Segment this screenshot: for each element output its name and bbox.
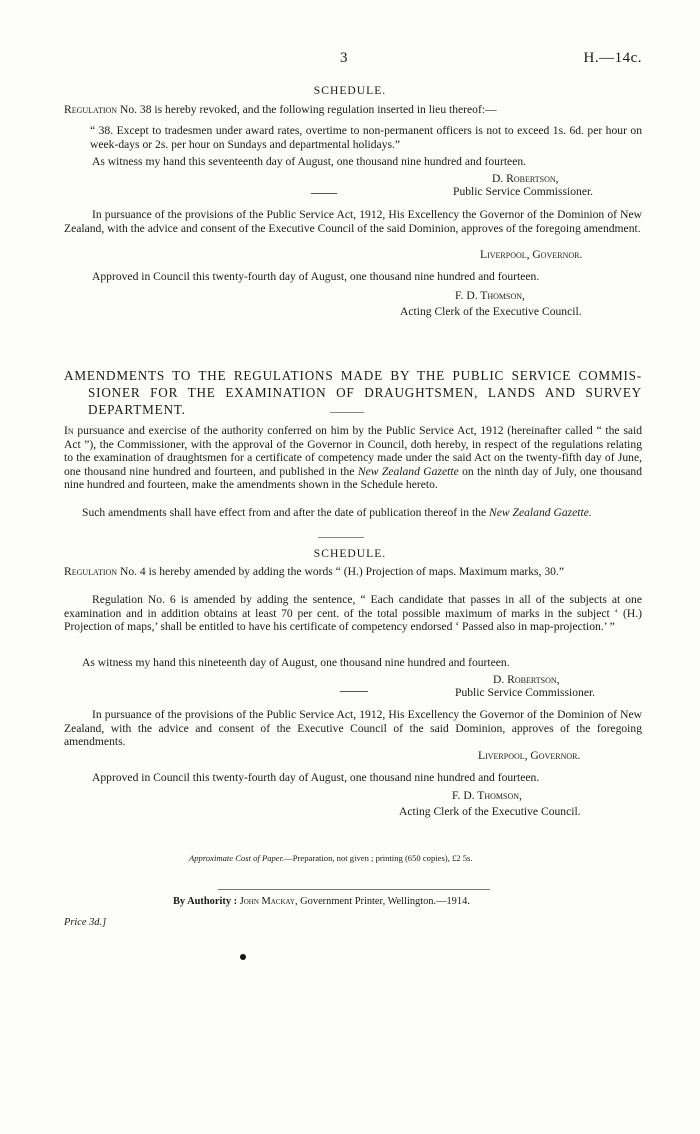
schedule-title-2: SCHEDULE. [313,547,387,560]
page-number: 3 [340,50,348,66]
printer-name: John Mackay [239,896,295,907]
signer-name-1: D. Robertson, [492,172,559,185]
intro-text-a: pursuance and exercise of the authority conferred on him by the Public Service Act, 1912 (hereinafter called “ the said Act ”), the Commissioner, with the approval of the Governor in Council, doth hereby, in respect of the regulations relating to the examination of draughtsmen for a certificate of competency made under the said Act on the twenty-fifth day of June, one thousand nine hundred and fourteen, and published in the [64,424,642,478]
footer-rule [218,889,490,890]
printer-authority [173,895,470,909]
cost-of-paper-note [189,852,473,866]
reg4-lead-word: Regulation [64,565,118,578]
cost-text: —Preparation, not given ; printing (650 copies), £2 5s. [284,853,473,863]
clerk-title-1: Acting Clerk of the Executive Council. [400,305,582,318]
effect-text: Such amendments shall have effect from and after the date of publication thereof in the [82,506,490,519]
effect-gazette: New Zealand Gazette. [489,506,592,519]
council-approval-paragraph-2: In pursuance of the provisions of the Public Service Act, 1912, His Excellency the Governor of the Dominion of New Zealand, with the advice and consent of the Executive Council of the said Dominion, approves of the foregoing amendments. [64,708,642,749]
signer-name-2: D. Robertson, [493,673,560,686]
signer-title-1: Public Service Commissioner. [453,185,594,198]
amendments-heading-line1: AMENDMENTS TO THE REGULATIONS MADE BY THE PUBLIC SERVICE COMMIS- [64,368,642,383]
witness-statement-2: As witness my hand this nineteenth day of August, one thousand nine hundred and fourteen. [82,656,510,669]
governor-signature-1: Liverpool, Governor. [480,248,583,261]
quote-text: “ 38. Except to tradesmen under award rates, overtime to non-permanent officers is not to exceed 1s. 6d. per hour on week-days or 2s. per hour on Sundays and departmental holidays.” [90,124,642,151]
schedule-title-1: SCHEDULE. [313,84,387,97]
clerk-name-2: F. D. Thomson, [452,789,522,802]
intro-lead-word: In [64,424,74,437]
price-label: Price 3d.] [64,917,107,928]
ink-dot-mark [240,954,246,960]
lead-word: Regulation [64,103,118,116]
intro-text-b: on the ninth day of July, one thousand nine hundred and fourteen, make the amendments shown in the Schedule hereto. [64,464,643,492]
reg4-text: No. 4 is hereby amended by adding the words “ (H.) Projection of maps. Maximum marks, 30.” [117,565,564,578]
regulation-6-amendment: Regulation No. 6 is amended by adding the sentence, “ Each candidate that passes in all of the subjects at one examination and in addition obtains at least 70 per cent. of the total possible maximum of marks in the subject ‘ (H.) Projection of maps,’ shall be entitled to have his certificate of competency endorsed ‘ Passed also in map-projection.’ ” [64,593,642,634]
clerk-title-2: Acting Clerk of the Executive Council. [399,805,581,818]
authority-rest: , Government Printer, Wellington.—1914. [294,896,470,907]
amendments-heading-line2: SIONER FOR THE EXAMINATION OF DRAUGHTSMEN, LANDS AND SURVEY [88,385,642,400]
cost-label: Approximate Cost of Paper. [189,853,285,863]
regulation-38-quote [64,124,642,151]
separator-dash-2 [340,691,368,692]
governor-signature-2: Liverpool, Governor. [478,749,581,762]
document-reference: H.—14c. [583,50,642,66]
clerk-name-1: F. D. Thomson, [455,289,525,302]
approved-in-council-2: Approved in Council this twenty-fourth day of August, one thousand nine hundred and fourteen. [92,771,540,784]
lead-rest: No. 38 is hereby revoked, and the following regulation inserted in lieu thereof:— [117,103,497,116]
authority-lead: By Authority : [173,896,240,907]
signer-title-2: Public Service Commissioner. [455,686,596,699]
effect-paragraph [64,506,642,520]
witness-statement-1: As witness my hand this seventeenth day of August, one thousand nine hundred and fourteen. [92,155,527,168]
amendments-heading-line3: DEPARTMENT. [88,402,186,417]
regulation-4-amendment [64,565,642,579]
heading-separator [330,412,364,413]
regulation-38-revocation [64,103,642,117]
schedule-separator [318,537,364,538]
approved-in-council-1: Approved in Council this twenty-fourth day of August, one thousand nine hundred and fourteen. [92,270,540,283]
council-approval-paragraph-1: In pursuance of the provisions of the Public Service Act, 1912, His Excellency the Governor of the Dominion of New Zealand, with the advice and consent of the Executive Council of the said Dominion, approves of the foregoing amendment. [64,208,642,235]
separator-dash [311,193,337,194]
intro-gazette: New Zealand Gazette [357,464,459,478]
amendments-intro-paragraph [64,424,642,492]
